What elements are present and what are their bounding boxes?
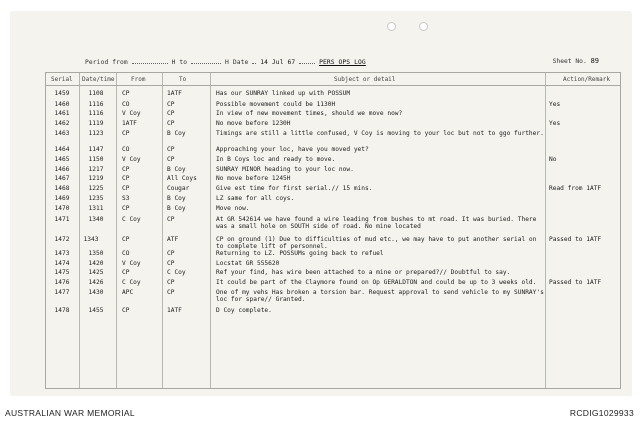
row-from: CP xyxy=(122,269,130,276)
row-subject: At GR 542614 we have found a wire leading from bushes to mt road. It was buried. There was a small hole on SOUTH side of road. No mine located xyxy=(216,216,537,230)
col-subject: Subject or detail xyxy=(334,76,396,83)
row-time: 1108 xyxy=(88,90,104,97)
row-time: 1350 xyxy=(88,250,104,257)
row-serial: 1470 xyxy=(54,205,70,212)
row-serial: 1469 xyxy=(54,195,70,202)
row-to: CP xyxy=(167,156,175,163)
col-from: From xyxy=(131,76,146,83)
row-serial: 1462 xyxy=(54,120,70,127)
row-from: C Coy xyxy=(122,279,141,286)
row-time: 1425 xyxy=(88,269,104,276)
row-to: CP xyxy=(167,120,175,127)
row-subject: Has our SUNRAY linked up with POSSUM xyxy=(216,90,351,97)
row-action: Read from 1ATF xyxy=(549,185,602,192)
row-subject: D Coy complete. xyxy=(216,307,272,314)
row-to: CP xyxy=(167,250,175,257)
row-from: V Coy xyxy=(122,110,141,117)
row-time: 1219 xyxy=(88,175,104,182)
row-serial: 1472 xyxy=(54,236,70,243)
row-to: B Coy xyxy=(167,166,186,173)
row-to: CP xyxy=(167,146,175,153)
row-time: 1343 xyxy=(83,236,99,243)
row-action: Passed to 1ATF xyxy=(549,236,602,243)
row-serial: 1477 xyxy=(54,289,70,296)
row-from: CP xyxy=(122,166,130,173)
row-time: 1426 xyxy=(88,279,104,286)
row-time: 1150 xyxy=(88,156,104,163)
row-to: CP xyxy=(167,260,175,267)
row-to: CP xyxy=(167,101,175,108)
row-subject: Locstat GR 555620 xyxy=(216,260,280,267)
row-serial: 1468 xyxy=(54,185,70,192)
punch-hole xyxy=(387,22,396,31)
row-subject: SUNRAY MINOR heading to your loc now. xyxy=(216,166,354,173)
row-subject: Possible movement could be 1130H xyxy=(216,101,336,108)
row-time: 1116 xyxy=(88,101,104,108)
sheet-header xyxy=(85,59,366,66)
row-serial: 1466 xyxy=(54,166,70,173)
row-to: B Coy xyxy=(167,130,186,137)
row-to: Cougar xyxy=(167,185,190,192)
row-to: CP xyxy=(167,216,175,223)
row-from: CO xyxy=(122,250,130,257)
row-subject: Ref your find, has wire been attached to a mine or prepared?// Doubtful to say. xyxy=(216,269,511,276)
row-to: C Coy xyxy=(167,269,186,276)
row-subject: No move before 1245H xyxy=(216,175,291,182)
row-time: 1147 xyxy=(88,146,104,153)
row-from: CO xyxy=(122,101,130,108)
row-to: ATF xyxy=(167,236,179,243)
row-from: V Coy xyxy=(122,156,141,163)
row-serial: 1459 xyxy=(54,90,70,97)
row-time: 1420 xyxy=(88,260,104,267)
col-datetime: Date/time xyxy=(82,76,115,83)
row-subject: Give est time for first serial.// 15 mins. xyxy=(216,185,373,192)
row-action: Yes xyxy=(549,101,561,108)
row-from: CO xyxy=(122,146,130,153)
log-sheet xyxy=(11,12,631,395)
date-value: 14 Jul 67 xyxy=(260,59,296,66)
row-action: No xyxy=(549,156,557,163)
col-serial: Serial xyxy=(51,76,73,83)
hrs-to-label: H to xyxy=(171,59,188,66)
row-serial: 1463 xyxy=(54,130,70,137)
row-subject: Returning to LZ. POSSUMs going back to refuel xyxy=(216,250,384,257)
punch-hole xyxy=(419,22,428,31)
sheet-label: Sheet No. xyxy=(552,58,587,65)
row-subject: CP on ground (1) Due to difficulties of mud etc., we may have to put another serial on to complete lift of personnel. xyxy=(216,236,537,250)
row-subject: Move now. xyxy=(216,205,250,212)
row-serial: 1465 xyxy=(54,156,70,163)
row-time: 1430 xyxy=(88,289,104,296)
row-serial: 1475 xyxy=(54,269,70,276)
row-subject: In view of new movement times, should we move now? xyxy=(216,110,403,117)
row-serial: 1461 xyxy=(54,110,70,117)
row-serial: 1478 xyxy=(54,307,70,314)
row-serial: 1474 xyxy=(54,260,70,267)
sheet-value: 89 xyxy=(590,57,599,65)
row-to: B Coy xyxy=(167,205,186,212)
row-time: 1235 xyxy=(88,195,104,202)
row-to: All Coys xyxy=(167,175,197,182)
row-from: CP xyxy=(122,205,130,212)
row-from: CP xyxy=(122,175,130,182)
row-from: CP xyxy=(122,307,130,314)
row-time: 1217 xyxy=(88,166,104,173)
log-table xyxy=(45,72,621,389)
row-serial: 1467 xyxy=(54,175,70,182)
row-from: CP xyxy=(122,185,130,192)
period-from-label: Period from xyxy=(85,59,128,66)
row-subject: In B Coys loc and ready to move. xyxy=(216,156,336,163)
row-from: CP xyxy=(122,236,130,243)
row-to: 1ATF xyxy=(167,90,182,97)
row-serial: 1460 xyxy=(54,101,70,108)
row-to: B Coy xyxy=(167,195,186,202)
row-from: 1ATF xyxy=(122,120,137,127)
row-time: 1119 xyxy=(88,120,104,127)
row-time: 1340 xyxy=(88,216,104,223)
row-from: V Coy xyxy=(122,260,141,267)
row-serial: 1476 xyxy=(54,279,70,286)
row-from: C Coy xyxy=(122,216,141,223)
row-subject: It could be part of the Claymore found on Op GERALDTON and could be up to 3 weeks old. xyxy=(216,279,537,286)
row-serial: 1464 xyxy=(54,146,70,153)
row-time: 1311 xyxy=(88,205,104,212)
col-action: Action/Remark xyxy=(563,76,610,83)
archive-reference: RCDIG1029933 xyxy=(569,408,634,418)
row-from: APC xyxy=(122,289,134,296)
row-subject: Timings are still a little confused, V Coy is moving to your loc but not to ggo further. xyxy=(216,130,544,137)
row-time: 1225 xyxy=(88,185,104,192)
col-to: To xyxy=(179,76,187,83)
row-action: Passed to 1ATF xyxy=(549,279,602,286)
row-time: 1123 xyxy=(88,130,104,137)
row-subject: Approaching your loc, have you moved yet? xyxy=(216,146,369,153)
row-subject: No move before 1230H xyxy=(216,120,291,127)
row-subject: One of my vehs Has broken a torsion bar. Request approval to send vehicle to my SUNRAY's loc for spare// Granted. xyxy=(216,289,544,303)
row-action: Yes xyxy=(549,120,561,127)
row-to: CP xyxy=(167,110,175,117)
sheet-number xyxy=(553,57,599,65)
archive-source: AUSTRALIAN WAR MEMORIAL xyxy=(5,408,135,418)
row-time: 1455 xyxy=(88,307,104,314)
row-from: CP xyxy=(122,90,130,97)
date-label: Date xyxy=(232,59,249,66)
row-from: S3 xyxy=(122,195,130,202)
row-to: CP xyxy=(167,289,175,296)
log-title: PERS OPS LOG xyxy=(319,59,366,66)
row-subject: LZ same for all coys. xyxy=(216,195,295,202)
row-serial: 1473 xyxy=(54,250,70,257)
row-time: 1116 xyxy=(88,110,104,117)
hrs-label: H xyxy=(225,59,229,66)
row-serial: 1471 xyxy=(54,216,70,223)
row-to: CP xyxy=(167,279,175,286)
row-from: CP xyxy=(122,130,130,137)
row-to: 1ATF xyxy=(167,307,182,314)
